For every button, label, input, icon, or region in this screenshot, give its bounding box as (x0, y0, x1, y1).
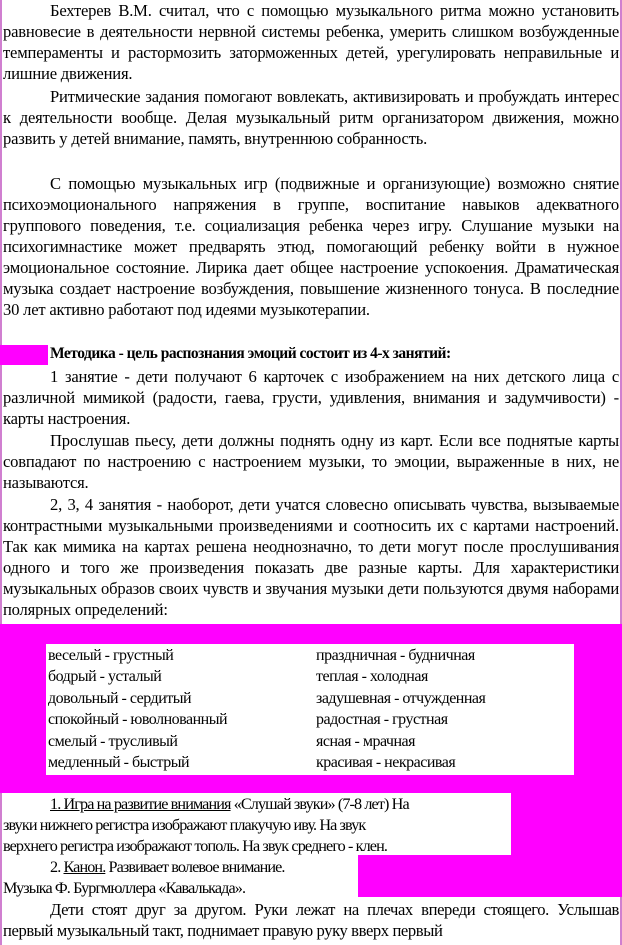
definition-pair: бодрый - усталый (48, 668, 162, 685)
definition-pair: радостная - грустная (316, 711, 448, 728)
definition-pair: теплая - холодная (316, 668, 428, 685)
paragraph: Бехтерев В.М. считал, что с помощью музыкального ритма можно установить равновесие в деятельности нервной системы ребенка, умерить слишком возбужденные темпераменты и растормозить заторможенных детей, урегулировать неправильные и лишние движения. (3, 1, 619, 83)
game-2-title: Канон. (63, 858, 106, 876)
paragraph: Прослушав пьесу, дети должны поднять одну из карт. Если все поднятые карты совпадают по настроению с настроением музыки, то эмоции, выраженные в них, не называются. (3, 431, 619, 492)
game-1-line: верхнего регистра изображают тополь. На звук среднего - клен. (3, 837, 387, 855)
paragraph: С помощью музыкальных игр (подвижные и организующие) возможно снятие психоэмоционального напряжения в группе, воспитание навыков адекватного группового поведения, т.е. социализация ребенка через игру. Слушание музыки на психогимнастике может предварять этюд, помогающий ребенку войти в нужное эмоциональное состояние. Лирика дает общее настроение успокоения. Драматическая музыка создает настроение возбуждения, повышение жизненного тонуса. В последние 30 лет активно работают под идеями музыкотерапии. (3, 174, 619, 319)
paragraph: 2, 3, 4 занятия - наоборот, дети учатся словесно описывать чувства, вызываемые контрастными музыкальными произведениями и соотносить их с картами настроений. Так как мимика на картах решена неоднозначно, то дети могут после прослушивания одного и того же произведения показать две разные карты. Для характеристики музыкальных образов своих чувств и звучания музыки дети пользуются двумя наборами полярных определений: (3, 495, 619, 619)
game-1-title: 1. Игра на развитие внимания (50, 795, 231, 813)
paragraph: 1 занятие - дети получают 6 карточек с изображением на них детского лица с различной мимикой (радости, гаева, грусти, удивления, внимания и задумчивости) - карты настроения. (3, 367, 619, 428)
definition-pair: спокойный - юволнованный (48, 711, 228, 728)
highlight-block (358, 855, 622, 897)
definition-pair: задушевная - отчужденная (316, 690, 486, 707)
paragraph: Ритмические задания помогают вовлекать, активизировать и пробуждать интерес к деятельности вообще. Делая музыкальный ритм организатором движения, можно развить у детей внимание, память, внутреннюю собранность. (3, 87, 619, 148)
game-2-music: Музыка Ф. Бургмюллера «Кавалькада». (3, 879, 246, 897)
page-border-left (0, 0, 2, 945)
definition-pair: ясная - мрачная (316, 733, 415, 750)
game-1-line: 1. Игра на развитие внимания «Слушай звуки» (7-8 лет) На (50, 795, 409, 813)
highlight-block (0, 624, 622, 644)
highlight-block (574, 644, 622, 775)
highlight-block (0, 775, 622, 793)
definition-pair: веселый - грустный (48, 647, 174, 664)
game-2-line: 2. Канон. Развивает волевое внимание. (50, 858, 285, 876)
highlight-block (0, 345, 48, 365)
paragraph: Дети стоят друг за другом. Руки лежат на плечах впереди стоящего. Услышав первый музыкальный такт, поднимает правую руку вверх первый (3, 900, 619, 940)
definition-pair: медленный - быстрый (48, 754, 189, 771)
definition-pair: красивая - некрасивая (316, 754, 456, 771)
highlight-block (511, 793, 622, 855)
game-1-line: звуки нижнего регистра изображают плакучую иву. На звук (3, 816, 366, 834)
definition-pair: довольный - сердитый (48, 690, 192, 707)
section-heading: Методика - цель распознания эмоций состоит из 4-х занятий: (50, 345, 451, 362)
highlight-block (0, 644, 46, 775)
definition-pair: смелый - трусливый (48, 733, 178, 750)
definition-pair: праздничная - будничная (316, 647, 475, 664)
